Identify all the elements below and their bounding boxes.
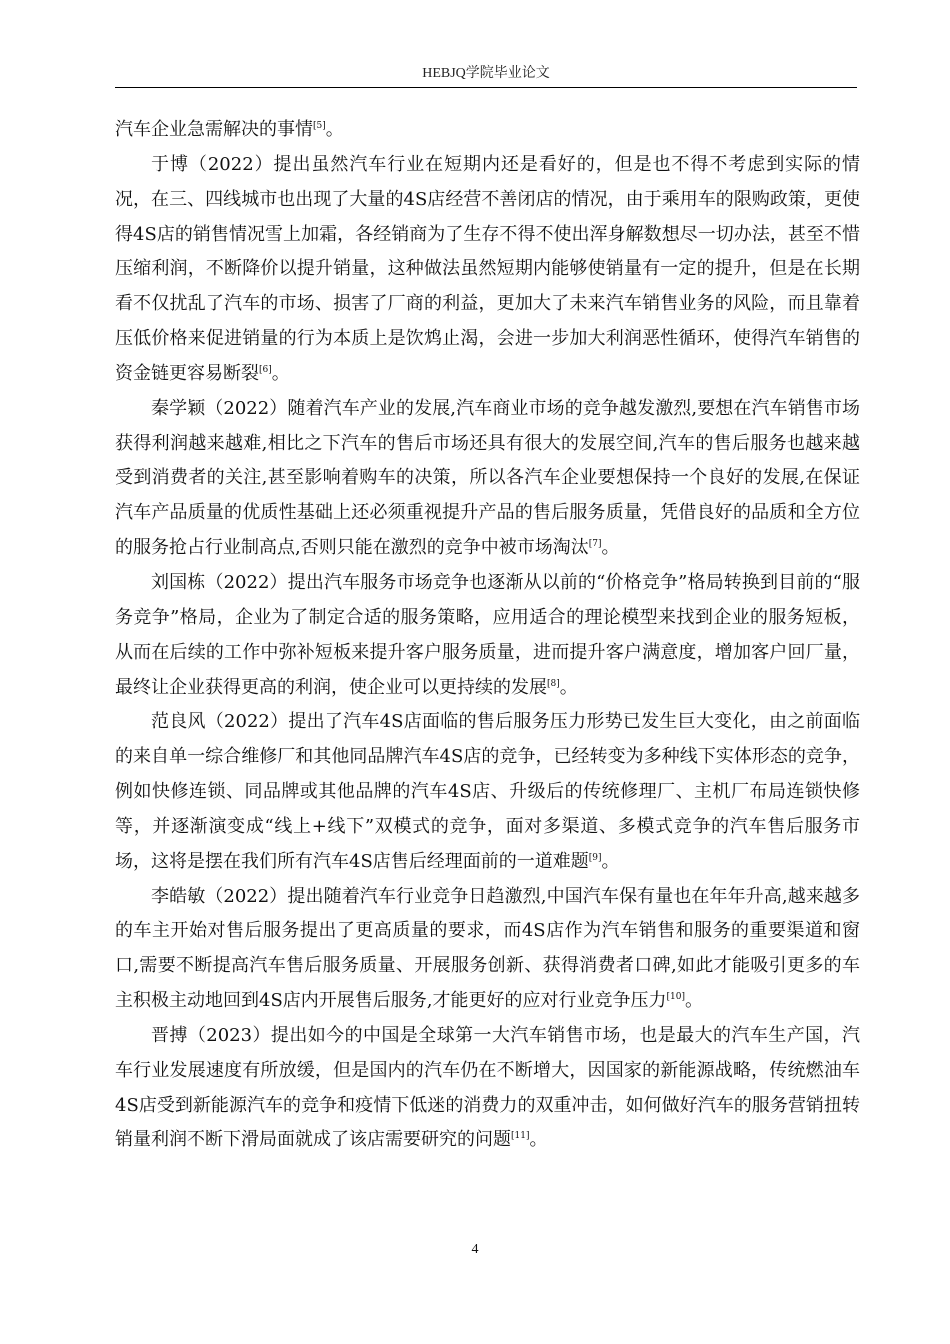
paragraph-text: 于博（2022）提出虽然汽车行业在短期内还是看好的，但是也不得不考虑到实际的情况，在三、四线城市也出现了大量的4S店经营不善闭店的情况，由于乘用车的限购政策，更使得4S店的销售情况雪上加霜，各经销商为了生存不得不使出浑身解数想尽一切办法，甚至不惜压缩利润，不断降价以提升销量，这种做法虽然短期内能够使销量有一定的提升，但是在长期看不仅扰乱了汽车的市场、损害了厂商的利益，更加大了未来汽车销售业务的风险，而且靠着压低价格来促进销量的行为本质上是饮鸩止渴，会进一步加大利润恶性循环，使得汽车销售的资金链更容易断裂 [115, 153, 860, 384]
body-text [115, 113, 860, 1158]
paragraph-end: 。 [559, 676, 578, 698]
paragraph [115, 880, 860, 1019]
citation: [5] [313, 121, 326, 131]
paragraph-end: 。 [685, 990, 703, 1012]
citation: [7] [588, 539, 602, 550]
paragraph-text: 晋搏（2023）提出如今的中国是全球第一大汽车销售市场，也是最大的汽车生产国，汽车行业发展速度有所放缓，但是国内的汽车仍在不断增大，因国家的新能源战略，传统燃油车4S店受到新能源汽车的竞争和疫情下低迷的消费力的双重冲击，如何做好汽车的服务营销扭转销量利润不断下滑局面就成了该店需要研究的问题 [115, 1024, 860, 1151]
citation: [9] [588, 852, 602, 863]
paragraph-text: 秦学颖（2022）随着汽车产业的发展,汽车商业市场的竞争越发激烈,要想在汽车销售市场获得利润越来越难,相比之下汽车的售后市场还具有很大的发展空间,汽车的售后服务也越来越受到消费者的关注,甚至影响着购车的决策，所以各汽车企业要想保持一个良好的发展,在保证汽车产品质量的优质性基础上还必须重视提升产品的售后服务质量，凭借良好的品质和全方位的服务抢占行业制高点,否则只能在激烈的竞争中被市场淘汰 [115, 397, 860, 559]
paragraph [115, 392, 860, 566]
paragraph-end: 。 [601, 850, 620, 872]
paragraph [115, 148, 860, 392]
citation: [8] [547, 678, 560, 689]
citation: [10] [666, 992, 685, 1003]
paragraph-text: 李皓敏（2022）提出随着汽车行业竞争日趋激烈,中国汽车保有量也在年年升高,越来越多的车主开始对售后服务提出了更高质量的要求，而4S店作为汽车销售和服务的重要渠道和窗口,需要不断提高汽车售后服务质量、开展服务创新、获得消费者口碑,如此才能吸引更多的车主积极主动地回到4S店内开展售后服务,才能更好的应对行业竞争压力 [115, 885, 860, 1012]
paragraph-end: 。 [325, 119, 344, 140]
paragraph-text: 范良风（2022）提出了汽车4S店面临的售后服务压力形势已发生巨大变化，由之前面临的来自单一综合维修厂和其他同品牌汽车4S店的竞争，已经转变为多种线下实体形态的竞争，例如快修连锁、同品牌或其他品牌的汽车4S店、升级后的传统修理厂、主机厂布局连锁快修等，并逐渐演变成“线上+线下”双模式的竞争，面对多渠道、多模式竞争的汽车售后服务市场，这将是摆在我们所有汽车4S店售后经理面前的一道难题 [115, 711, 860, 872]
running-header: HEBJQ学院毕业论文 [422, 66, 550, 81]
header-rule [115, 87, 857, 88]
paragraph-end: 。 [601, 537, 620, 559]
paragraph [115, 1019, 860, 1158]
citation: [6] [259, 364, 272, 375]
paragraph-end: 。 [529, 1129, 548, 1151]
paragraph [115, 705, 860, 879]
paragraph-text: 刘国栋（2022）提出汽车服务市场竞争也逐渐从以前的“价格竞争”格局转换到目前的“服务竞争”格局，企业为了制定合适的服务策略，应用适合的理论模型来找到企业的服务短板，从而在后续的工作中弥补短板来提升客户服务质量，进而提升客户满意度，增加客户回厂量，最终让企业获得更高的利润，使企业可以更持续的发展 [115, 571, 860, 698]
paragraph [115, 113, 860, 148]
paragraph [115, 566, 860, 705]
paragraph-end: 。 [271, 362, 290, 384]
paragraph-text: 汽车企业急需解决的事情 [115, 119, 313, 140]
citation: [11] [511, 1131, 530, 1142]
page-number: 4 [471, 1242, 479, 1257]
